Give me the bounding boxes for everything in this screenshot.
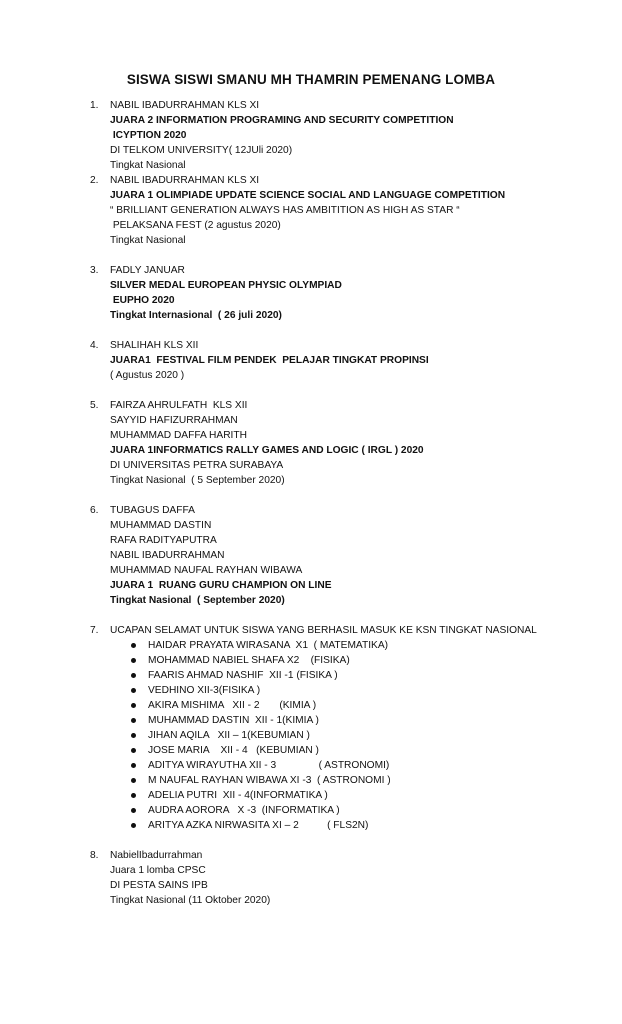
bullet-text: MUHAMMAD DASTIN XII - 1(KIMIA ) (148, 715, 319, 726)
item-number: 5. (90, 400, 99, 411)
bullet-dot-icon (131, 778, 136, 783)
bullet-item (0, 758, 622, 773)
text-line: DI UNIVERSITAS PETRA SURABAYA (110, 460, 284, 471)
bullet-text: JIHAN AQILA XII – 1(KEBUMIAN ) (148, 730, 310, 741)
spacer (0, 608, 622, 623)
spacer (0, 833, 622, 848)
text-line: DI TELKOM UNIVERSITY( 12JUli 2020) (110, 145, 293, 156)
bullet-text: JOSE MARIA XII - 4 (KEBUMIAN ) (148, 745, 319, 756)
list-item (0, 338, 622, 383)
text-line: Tingkat Nasional (110, 235, 186, 246)
text-line: NabielIbadurrahman (110, 850, 203, 861)
bullet-dot-icon (131, 793, 136, 798)
text-line: “ BRILLIANT GENERATION ALWAYS HAS AMBITITION AS HIGH AS STAR “ (110, 205, 460, 216)
text-line: Juara 1 lomba CPSC (110, 865, 206, 876)
text-line: SHALIHAH KLS XII (110, 340, 199, 351)
text-line: Tingkat Nasional (110, 160, 186, 171)
ksn-student-list (0, 638, 622, 833)
bullet-item (0, 698, 622, 713)
bullet-dot-icon (131, 658, 136, 663)
text-line: UCAPAN SELAMAT UNTUK SISWA YANG BERHASIL MASUK KE KSN TINGKAT NASIONAL (110, 625, 537, 636)
list-item (0, 848, 622, 908)
list-item (0, 98, 622, 173)
text-line: ( Agustus 2020 ) (110, 370, 185, 381)
bullet-text: HAIDAR PRAYATA WIRASANA X1 ( MATEMATIKA) (148, 640, 389, 651)
spacer (0, 248, 622, 263)
bullet-text: ADITYA WIRAYUTHA XII - 3 ( ASTRONOMI) (148, 760, 390, 771)
item-number: 7. (90, 625, 99, 636)
bullet-item (0, 668, 622, 683)
text-line: Tingkat Nasional ( 5 September 2020) (110, 475, 285, 486)
bullet-dot-icon (131, 718, 136, 723)
winners-list (0, 98, 622, 908)
bullet-text: MOHAMMAD NABIEL SHAFA X2 (FISIKA) (148, 655, 350, 666)
award-line: JUARA 1 OLIMPIADE UPDATE SCIENCE SOCIAL AND LANGUAGE COMPETITION (110, 190, 506, 201)
bullet-dot-icon (131, 808, 136, 813)
bullet-dot-icon (131, 643, 136, 648)
list-item (0, 263, 622, 323)
bullet-text: VEDHINO XII-3(FISIKA ) (148, 685, 261, 696)
bullet-text: AUDRA AORORA X -3 (INFORMATIKA ) (148, 805, 340, 816)
bullet-text: M NAUFAL RAYHAN WIBAWA XI -3 ( ASTRONOMI ) (148, 775, 391, 786)
text-line: SAYYID HAFIZURRAHMAN (110, 415, 238, 426)
list-item (0, 398, 622, 488)
document-title: SISWA SISWI SMANU MH THAMRIN PEMENANG LOMBA (126, 72, 496, 87)
text-line: NABIL IBADURRAHMAN (110, 550, 225, 561)
bullet-dot-icon (131, 823, 136, 828)
item-number: 8. (90, 850, 99, 861)
item-number: 1. (90, 100, 99, 111)
award-line: JUARA 2 INFORMATION PROGRAMING AND SECURITY COMPETITION (110, 115, 454, 126)
bullet-item (0, 788, 622, 803)
text-line: PELAKSANA FEST (2 agustus 2020) (110, 220, 281, 231)
bullet-dot-icon (131, 763, 136, 768)
award-line: SILVER MEDAL EUROPEAN PHYSIC OLYMPIAD (110, 280, 342, 291)
bullet-item (0, 638, 622, 653)
list-item (0, 623, 622, 833)
list-item (0, 503, 622, 608)
list-item (0, 173, 622, 248)
award-line: ICYPTION 2020 (110, 130, 187, 141)
award-line: Tingkat Internasional ( 26 juli 2020) (110, 310, 282, 321)
bullet-text: ARITYA AZKA NIRWASITA XI – 2 ( FLS2N) (148, 820, 369, 831)
bullet-item (0, 773, 622, 788)
bullet-text: AKIRA MISHIMA XII - 2 (KIMIA ) (148, 700, 317, 711)
bullet-dot-icon (131, 748, 136, 753)
bullet-text: FAARIS AHMAD NASHIF XII -1 (FISIKA ) (148, 670, 338, 681)
bullet-item (0, 803, 622, 818)
bullet-dot-icon (131, 688, 136, 693)
bullet-item (0, 683, 622, 698)
text-line: DI PESTA SAINS IPB (110, 880, 208, 891)
award-line: JUARA 1INFORMATICS RALLY GAMES AND LOGIC ( IRGL ) 2020 (110, 445, 424, 456)
text-line: MUHAMMAD DASTIN (110, 520, 212, 531)
bullet-item (0, 728, 622, 743)
text-line: MUHAMMAD DAFFA HARITH (110, 430, 247, 441)
award-line: JUARA 1 RUANG GURU CHAMPION ON LINE (110, 580, 332, 591)
item-number: 2. (90, 175, 99, 186)
text-line: RAFA RADITYAPUTRA (110, 535, 217, 546)
bullet-dot-icon (131, 733, 136, 738)
award-line: EUPHO 2020 (110, 295, 175, 306)
bullet-dot-icon (131, 673, 136, 678)
bullet-dot-icon (131, 703, 136, 708)
text-line: NABIL IBADURRAHMAN KLS XI (110, 175, 260, 186)
item-number: 3. (90, 265, 99, 276)
award-line: JUARA1 FESTIVAL FILM PENDEK PELAJAR TINGKAT PROPINSI (110, 355, 429, 366)
item-number: 6. (90, 505, 99, 516)
bullet-item (0, 653, 622, 668)
text-line: NABIL IBADURRAHMAN KLS XI (110, 100, 260, 111)
spacer (0, 488, 622, 503)
bullet-text: ADELIA PUTRI XII - 4(INFORMATIKA ) (148, 790, 328, 801)
bullet-item (0, 713, 622, 728)
award-line: Tingkat Nasional ( September 2020) (110, 595, 285, 606)
bullet-item (0, 818, 622, 833)
spacer (0, 323, 622, 338)
spacer (0, 383, 622, 398)
text-line: MUHAMMAD NAUFAL RAYHAN WIBAWA (110, 565, 303, 576)
text-line: FAIRZA AHRULFATH KLS XII (110, 400, 248, 411)
item-number: 4. (90, 340, 99, 351)
text-line: Tingkat Nasional (11 Oktober 2020) (110, 895, 271, 906)
bullet-item (0, 743, 622, 758)
text-line: TUBAGUS DAFFA (110, 505, 195, 516)
text-line: FADLY JANUAR (110, 265, 185, 276)
